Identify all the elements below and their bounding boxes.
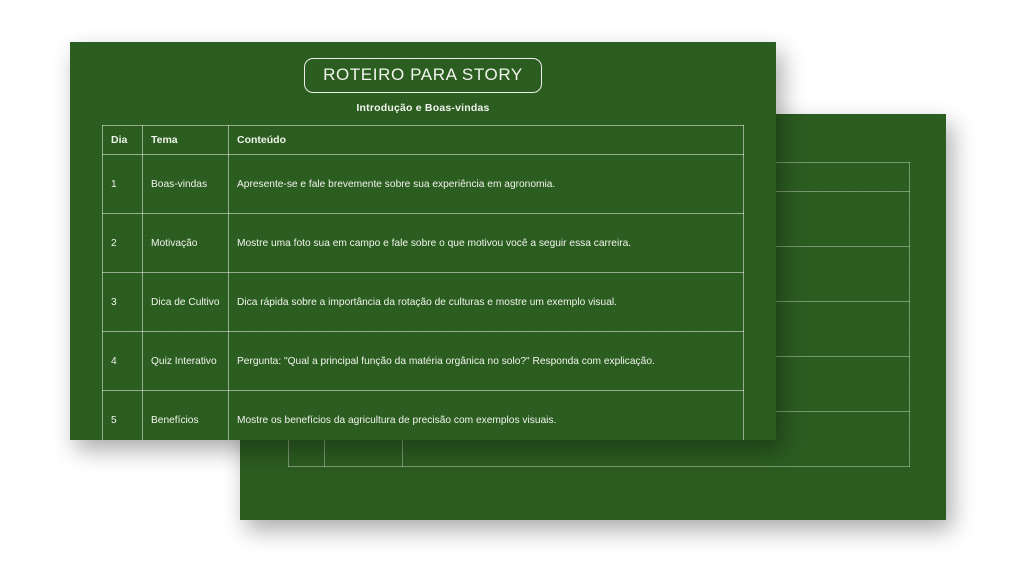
table-header-row: [103, 126, 744, 155]
column-header-conteudo: Conteúdo: [229, 126, 744, 155]
cell-dia: 2: [103, 214, 143, 273]
cell-tema: Dica de Cultivo: [143, 273, 229, 332]
cell-conteudo: Apresente-se e fale brevemente sobre sua experiência em agronomia.: [229, 155, 744, 214]
cell-conteudo: Pergunta: "Qual a principal função da matéria orgânica no solo?" Responda com explicação.: [229, 332, 744, 391]
page-title: ROTEIRO PARA STORY: [304, 58, 542, 93]
column-header-tema: Tema: [143, 126, 229, 155]
front-slide[interactable]: [70, 42, 776, 440]
slide-title-container: [70, 58, 776, 93]
table-row: [103, 332, 744, 391]
table-row: [103, 391, 744, 441]
table-row: [103, 273, 744, 332]
column-header-dia: Dia: [103, 126, 143, 155]
cell-tema: Quiz Interativo: [143, 332, 229, 391]
roteiro-table-container: [102, 125, 744, 440]
cell-dia: 5: [103, 391, 143, 441]
slide-subtitle: Introdução e Boas-vindas: [356, 102, 490, 114]
cell-conteudo: Dica rápida sobre a importância da rotação de culturas e mostre um exemplo visual.: [229, 273, 744, 332]
cell-dia: 3: [103, 273, 143, 332]
cell-dia: 1: [103, 155, 143, 214]
cell-tema: Benefícios: [143, 391, 229, 441]
cell-conteudo: Mostre uma foto sua em campo e fale sobre o que motivou você a seguir essa carreira.: [229, 214, 744, 273]
roteiro-table: [102, 125, 744, 440]
cell-conteudo: Mostre os benefícios da agricultura de precisão com exemplos visuais.: [229, 391, 744, 441]
table-row: [103, 214, 744, 273]
table-row: [103, 155, 744, 214]
cell-tema: Motivação: [143, 214, 229, 273]
cell-tema: Boas-vindas: [143, 155, 229, 214]
cell-dia: 4: [103, 332, 143, 391]
